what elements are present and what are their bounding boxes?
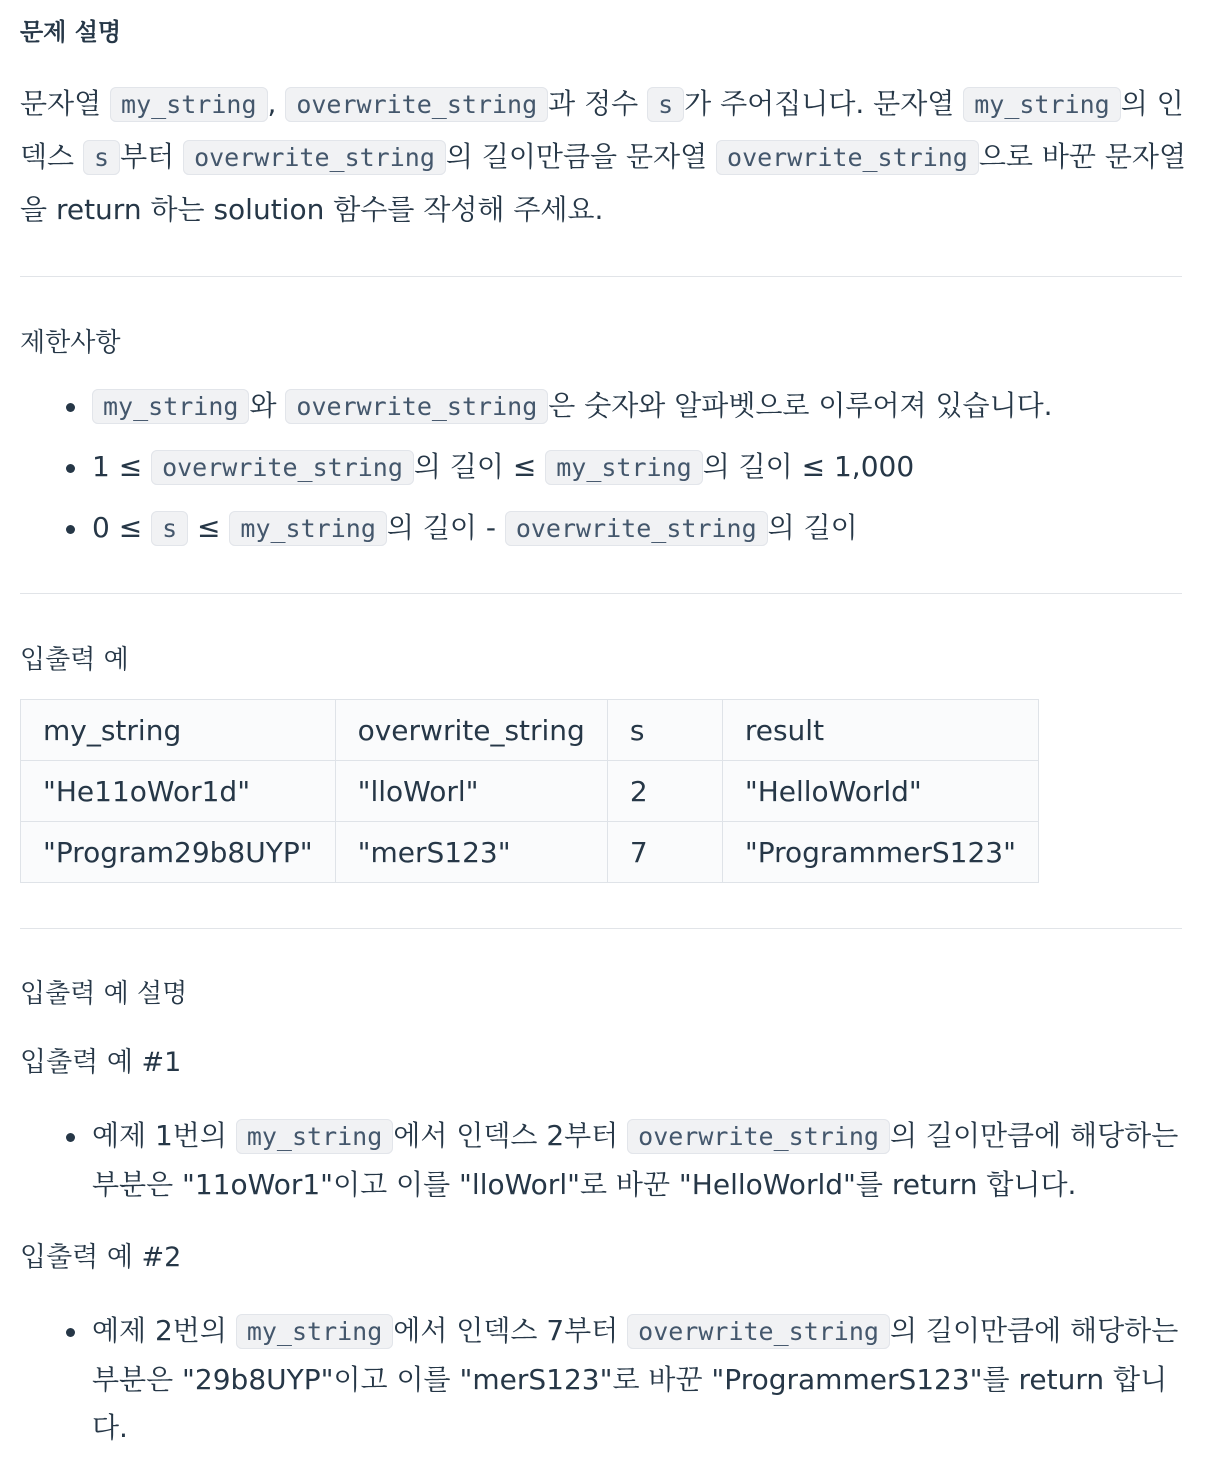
- constraint-text: 1 ≤: [92, 450, 152, 483]
- table-cell: "HelloWorld": [722, 761, 1038, 822]
- problem-description-text: [20, 78, 1190, 236]
- explanation-text: 의 길이만큼에 해당하는 부분은 "29b8UYP"이고 이를 "merS123"로 바꾼 "ProgrammerS123"를 return 합니다.: [92, 1314, 1179, 1444]
- table-cell: "He11oWor1d": [21, 761, 336, 822]
- code-my-string: my_string: [236, 1314, 393, 1349]
- code-s: s: [83, 140, 120, 175]
- constraint-text: ≤: [188, 511, 230, 544]
- code-overwrite-string: overwrite_string: [183, 140, 446, 175]
- table-row: [21, 822, 1039, 883]
- table-header-cell: overwrite_string: [335, 700, 607, 761]
- io-examples-title: 입출력 예: [20, 645, 129, 675]
- io-example-2-list: [20, 1307, 1192, 1452]
- code-my-string: my_string: [545, 450, 702, 485]
- constraint-item: [92, 498, 1214, 559]
- code-s: s: [151, 511, 188, 546]
- code-overwrite-string: overwrite_string: [285, 389, 548, 424]
- constraints-list: [20, 376, 1214, 559]
- io-explanation-title: 입출력 예 설명: [20, 979, 188, 1009]
- constraint-text: 의 길이: [767, 511, 858, 544]
- constraint-text: 의 길이 ≤ 1,000: [702, 450, 915, 483]
- description-text-2: ,: [267, 87, 286, 120]
- code-overwrite-string: overwrite_string: [151, 450, 414, 485]
- io-example-2-heading: 입출력 예 #2: [20, 1242, 182, 1273]
- description-text-1: 문자열: [20, 87, 111, 120]
- description-text-5: 의 인덱스: [20, 87, 1184, 173]
- code-my-string: my_string: [92, 389, 249, 424]
- io-example-1-heading: 입출력 예 #1: [20, 1047, 182, 1078]
- explanation-text: 예제 2번의: [92, 1314, 236, 1347]
- table-cell: "lloWorl": [335, 761, 607, 822]
- description-text-4: 가 주어집니다. 문자열: [684, 87, 964, 120]
- constraint-item: [92, 437, 1214, 498]
- code-my-string: my_string: [110, 87, 267, 122]
- io-example-2-item: [92, 1307, 1192, 1452]
- constraint-text: 은 숫자와 알파벳으로 이루어져 있습니다.: [548, 389, 1053, 422]
- constraint-text: 의 길이 -: [386, 511, 505, 544]
- constraint-text: 의 길이 ≤: [413, 450, 546, 483]
- code-overwrite-string: overwrite_string: [285, 87, 548, 122]
- constraint-text: 0 ≤: [92, 511, 152, 544]
- section-divider: [20, 593, 1182, 594]
- description-text-3: 과 정수: [548, 87, 648, 120]
- table-header-cell: s: [607, 700, 722, 761]
- code-overwrite-string: overwrite_string: [505, 511, 768, 546]
- code-my-string: my_string: [229, 511, 386, 546]
- table-row: [21, 761, 1039, 822]
- description-text-8: 으로 바꾼 문자열을 return 하는 solution 함수를 작성해 주세요.: [20, 140, 1186, 226]
- table-cell: 7: [607, 822, 722, 883]
- table-header-cell: my_string: [21, 700, 336, 761]
- constraint-text: 와: [249, 389, 286, 422]
- constraint-item: [92, 376, 1214, 437]
- table-cell: "merS123": [335, 822, 607, 883]
- description-text-7: 의 길이만큼을 문자열: [445, 140, 717, 173]
- explanation-text: 의 길이만큼에 해당하는 부분은 "11oWor1"이고 이를 "lloWorl"로 바꾼 "HelloWorld"를 return 합니다.: [92, 1119, 1179, 1201]
- section-divider: [20, 928, 1182, 929]
- explanation-text: 에서 인덱스 2부터: [393, 1119, 628, 1152]
- section-divider: [20, 276, 1182, 277]
- constraints-title: 제한사항: [20, 328, 121, 358]
- code-overwrite-string: overwrite_string: [627, 1314, 890, 1349]
- io-example-1-item: [92, 1112, 1192, 1209]
- description-text-6: 부터: [120, 140, 184, 173]
- code-my-string: my_string: [236, 1119, 393, 1154]
- problem-description-title: 문제 설명: [20, 18, 122, 46]
- code-overwrite-string: overwrite_string: [627, 1119, 890, 1154]
- table-header-row: [21, 700, 1039, 761]
- code-s: s: [647, 87, 684, 122]
- code-overwrite-string: overwrite_string: [716, 140, 979, 175]
- table-header-cell: result: [722, 700, 1038, 761]
- table-cell: 2: [607, 761, 722, 822]
- table-cell: "ProgrammerS123": [722, 822, 1038, 883]
- table-cell: "Program29b8UYP": [21, 822, 336, 883]
- io-example-1-list: [20, 1112, 1192, 1209]
- explanation-text: 예제 1번의: [92, 1119, 236, 1152]
- explanation-text: 에서 인덱스 7부터: [393, 1314, 628, 1347]
- code-my-string: my_string: [963, 87, 1120, 122]
- io-examples-table: [20, 699, 1039, 883]
